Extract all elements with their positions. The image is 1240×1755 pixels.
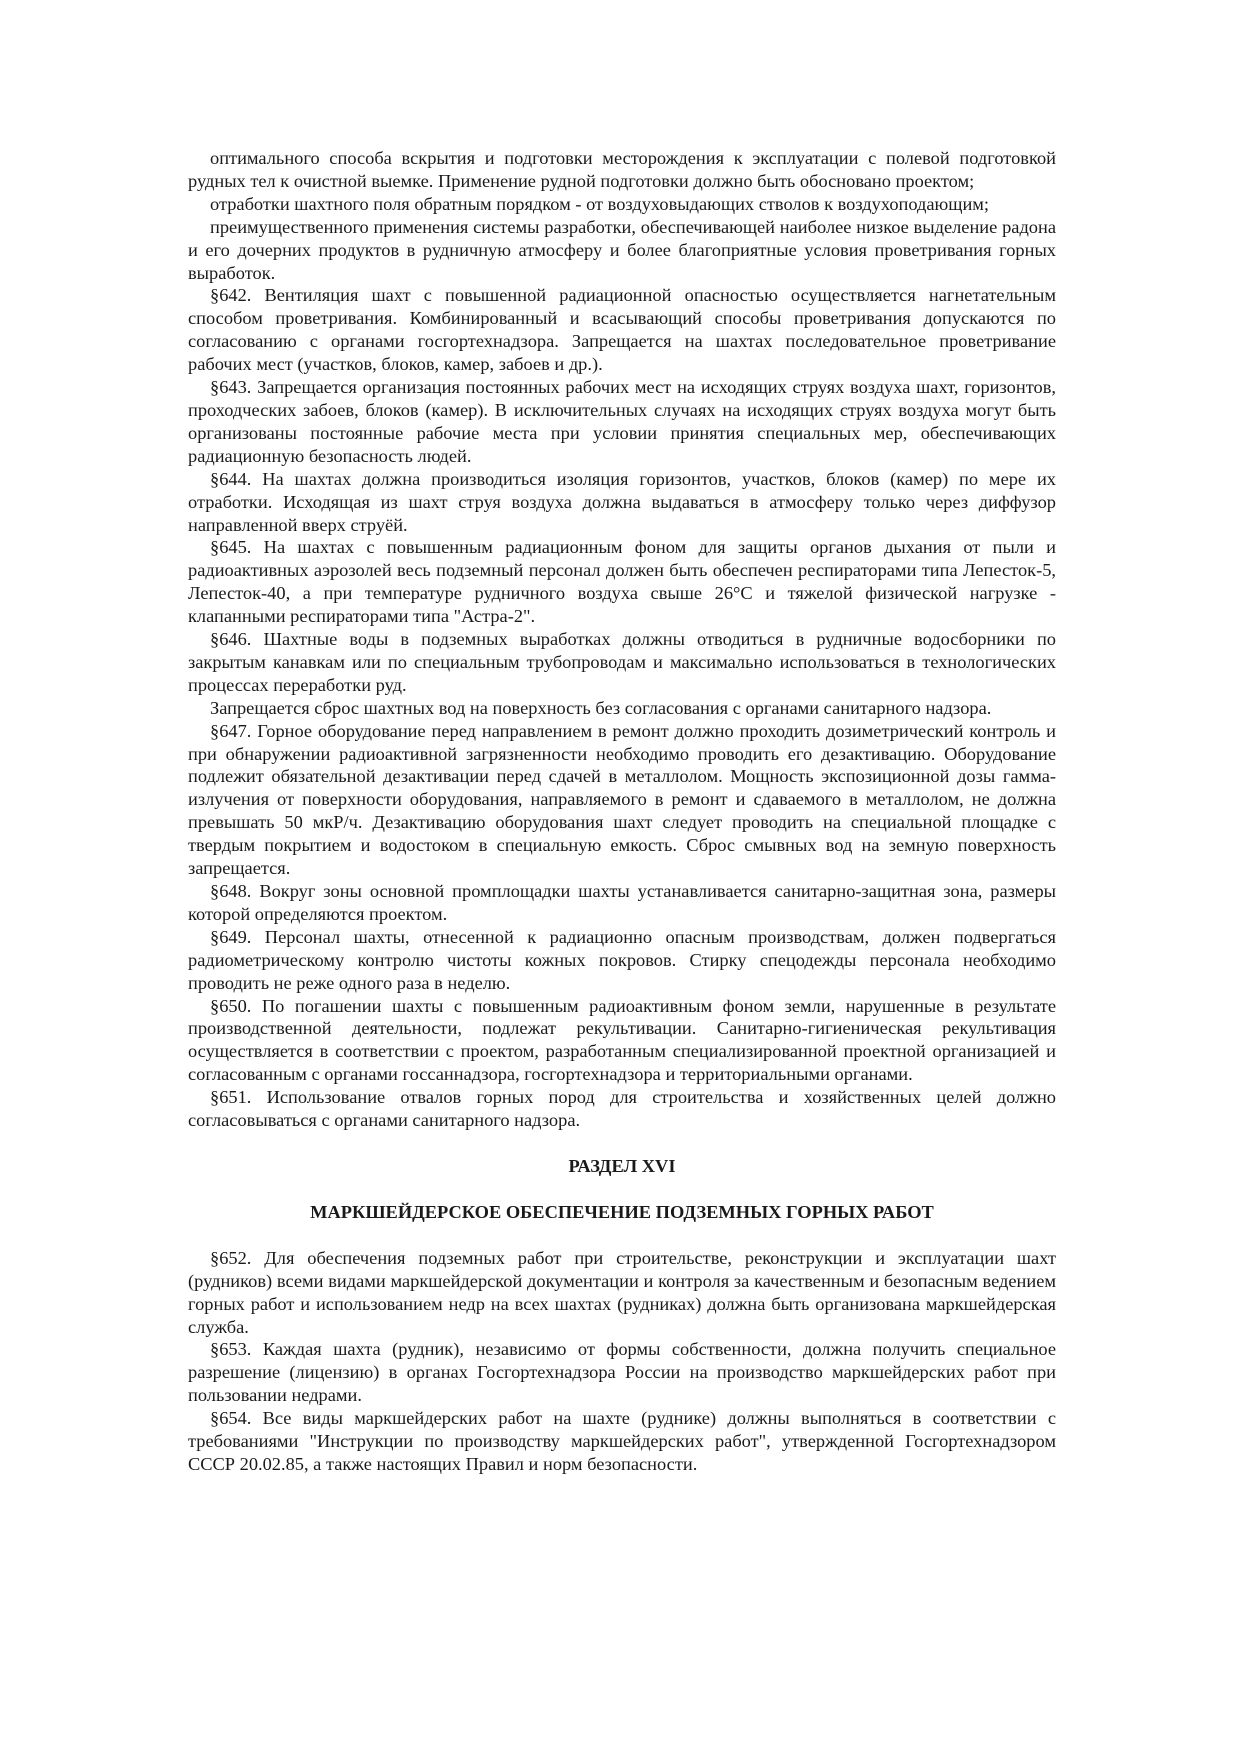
paragraph-field-mining-order: отработки шахтного поля обратным порядком - от воздуховыдающих стволов к воздухоподающим; bbox=[210, 193, 990, 214]
paragraph-mine-water-discharge: Запрещается сброс шахтных вод на поверхность без согласования с органами санитарного надзора. bbox=[210, 697, 992, 718]
paragraph-644: §644. На шахтах должна производиться изоляция горизонтов, участков, блоков (камер) по мере их отработки. Исходящая из шахт струя воздуха должна выдаваться в атмосферу только через диффузор направленной вверх струёй. bbox=[188, 468, 1056, 535]
section-subtitle: МАРКШЕЙДЕРСКОЕ ОБЕСПЕЧЕНИЕ ПОДЗЕМНЫХ ГОРНЫХ РАБОТ bbox=[310, 1201, 934, 1222]
paragraph-647: §647. Горное оборудование перед направлением в ремонт должно проходить дозиметрический контроль и при обнаружении радиоактивной загрязненности необходимо проводить его дезактивацию. Оборудование подлежит обязательной дезактивации перед сдачей в металлолом. Мощность экспозиционной дозы гамма-излучения от поверхности оборудования, направляемого в ремонт и сдаваемого в металлолом, не должна превышать 50 мкР/ч. Дезактивацию оборудования шахт следует проводить на специальной площадке с твердым покрытием и водостоком в специальную емкость. Сброс смывных вод на земную поверхность запрещается. bbox=[188, 720, 1056, 879]
paragraph-646: §646. Шахтные воды в подземных выработках должны отводиться в рудничные водосборники по закрытым канавкам или по специальным трубопроводам и максимально использоваться в технологических процессах переработки руд. bbox=[188, 629, 1056, 695]
paragraph-650: §650. По погашении шахты с повышенным радиоактивным фоном земли, нарушенные в результате производственной деятельности, подлежат рекультивации. Санитарно-гигиеническая рекультивация осуществляется в соответствии с проектом, разработанным специализированной проектной организацией и согласованным с органами госсаннадзора, госгортехнадзора и территориальными органами. bbox=[188, 995, 1056, 1085]
paragraph-opening-method: оптимального способа вскрытия и подготовки месторождения к эксплуатации с полевой подготовкой рудных тел к очистной выемке. Применение рудной подготовки должно быть обосновано проектом; bbox=[188, 148, 1056, 191]
paragraph-648: §648. Вокруг зоны основной промплощадки шахты устанавливается санитарно-защитная зона, размеры которой определяются проектом. bbox=[188, 881, 1056, 924]
document-page bbox=[188, 147, 1056, 1476]
paragraph-654: §654. Все виды маркшейдерских работ на шахте (руднике) должны выполняться в соответствии с требованиями "Инструкции по производству маркшейдерских работ", утвержденной Госгортехнадзором СССР 20.02.85, а также настоящих Правил и норм безопасности. bbox=[188, 1408, 1056, 1474]
paragraph-652: §652. Для обеспечения подземных работ при строительстве, реконструкции и эксплуатации шахт (рудников) всеми видами маркшейдерской документации и контроля за качественным и безопасным ведением горных работ и использованием недр на всех шахтах (рудниках) должна быть организована маркшейдерская служба. bbox=[188, 1247, 1056, 1337]
paragraph-643: §643. Запрещается организация постоянных рабочих мест на исходящих струях воздуха шахт, горизонтов, проходческих забоев, блоков (камер). В исключительных случаях на исходящих струях воздуха могут быть организованы постоянные рабочие места при условии принятия специальных мер, обеспечивающих радиационную безопасность людей. bbox=[188, 377, 1056, 466]
paragraph-645: §645. На шахтах с повышенным радиационным фоном для защиты органов дыхания от пыли и радиоактивных аэрозолей весь подземный персонал должен быть обеспечен респираторами типа Лепесток-5, Лепесток-40, а при температуре рудничного воздуха свыше 26°С и тяжелой физической нагрузке - клапанными респираторами типа "Астра-2". bbox=[188, 537, 1056, 627]
paragraph-mining-system: преимущественного применения системы разработки, обеспечивающей наиболее низкое выделение радона и его дочерних продуктов в рудничную атмосферу и более благоприятные условия проветривания горных выработок. bbox=[188, 216, 1056, 283]
paragraph-653: §653. Каждая шахта (рудник), независимо от формы собственности, должна получить специальное разрешение (лицензию) в органах Госгортехнадзора России на производство маркшейдерских работ при пользовании недрами. bbox=[188, 1339, 1056, 1406]
section-title: РАЗДЕЛ XVI bbox=[568, 1155, 676, 1176]
paragraph-651: §651. Использование отвалов горных пород для строительства и хозяйственных целей должно согласовываться с органами санитарного надзора. bbox=[188, 1087, 1056, 1131]
paragraph-649: §649. Персонал шахты, отнесенной к радиационно опасным производствам, должен подвергаться радиометрическому контролю чистоты кожных покровов. Стирку спецодежды персонала необходимо проводить не реже одного раза в неделю. bbox=[188, 926, 1056, 993]
paragraph-642: §642. Вентиляция шахт с повышенной радиационной опасностью осуществляется нагнетательным способом проветривания. Комбинированный и всасывающий способы проветривания допускаются по согласованию с органами госгортехнадзора. Запрещается на шахтах последовательное проветривание рабочих мест (участков, блоков, камер, забоев и др.). bbox=[188, 285, 1056, 375]
